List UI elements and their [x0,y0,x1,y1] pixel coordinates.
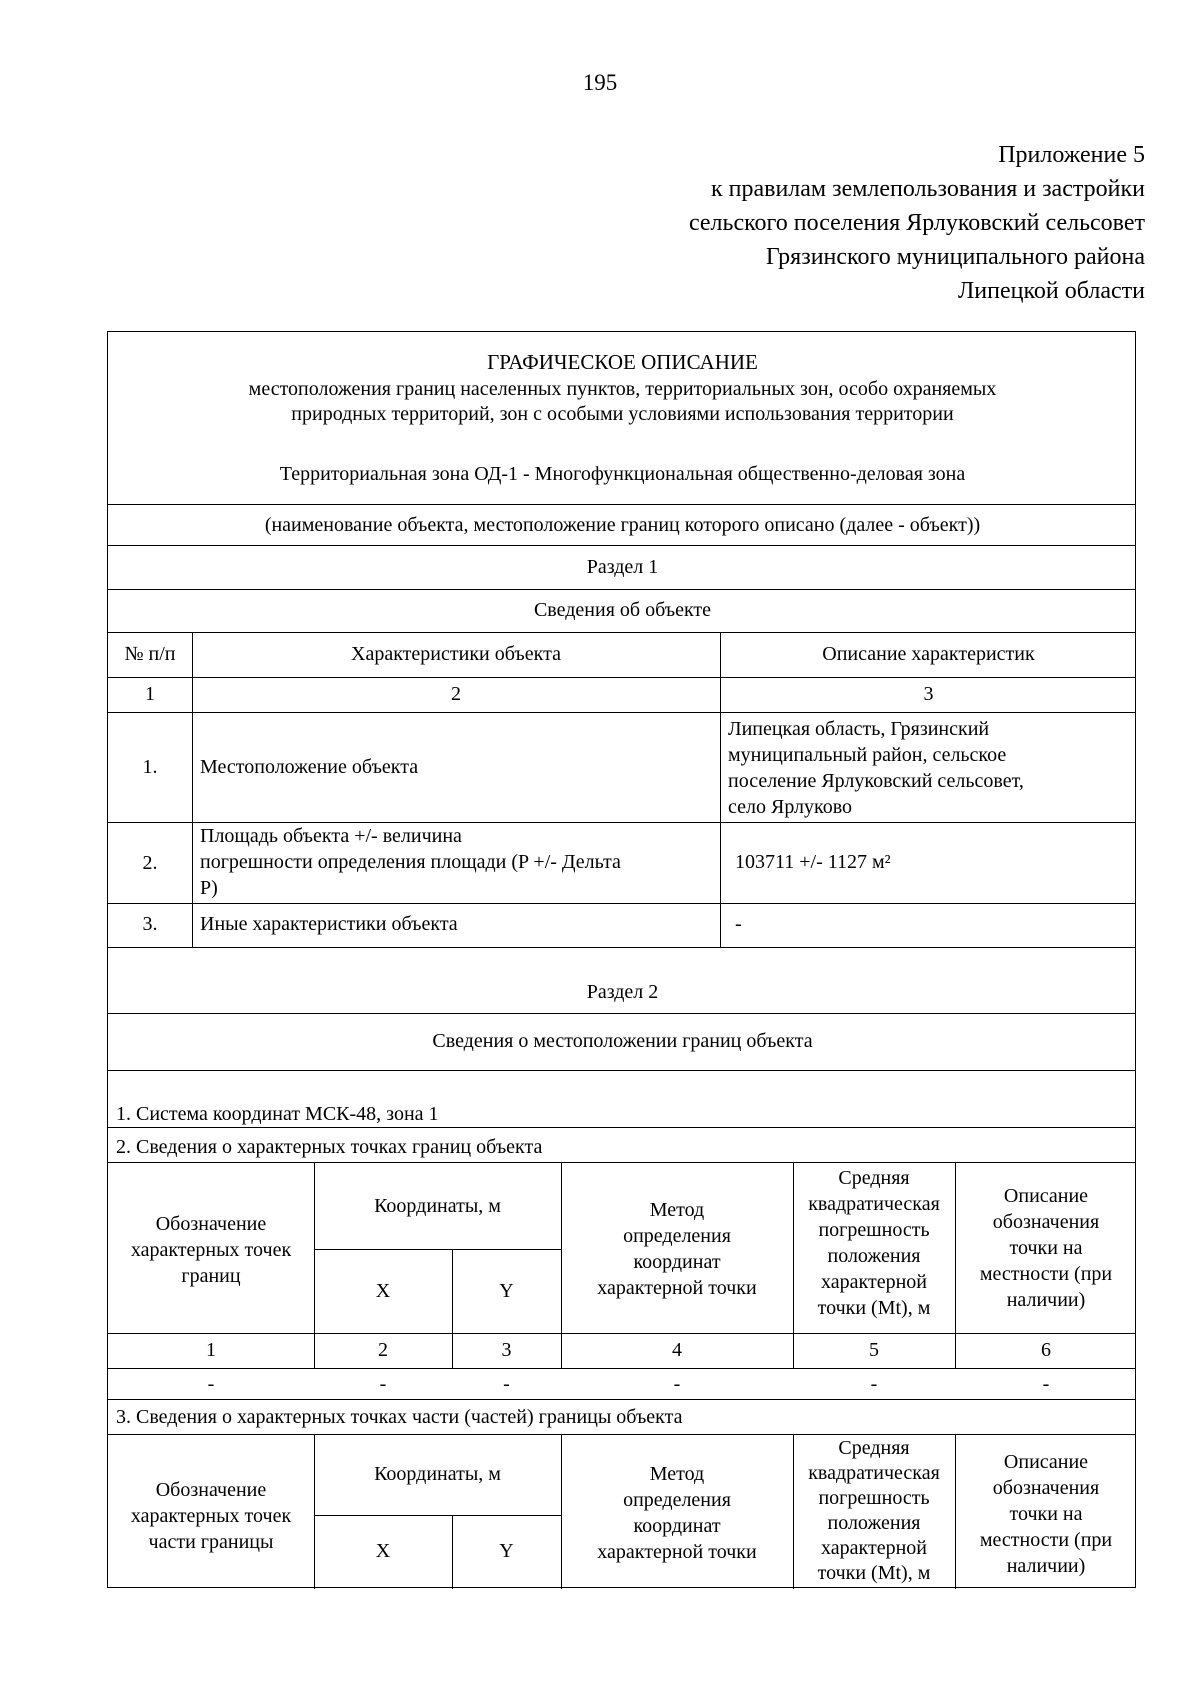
header-designation: Обозначение [155,1479,267,1501]
characteristic-value: Липецкая область, Грязинский [728,718,990,740]
header-designation: характерных точек [130,1239,292,1261]
header-error: Средняя [838,1167,910,1189]
table-rule [314,1434,315,1589]
header-method: характерной точки [597,1541,757,1563]
table-rule [108,545,1135,546]
document-subtitle: местоположения границ населенных пунктов, территориальных зон, особо охраняемых [248,378,997,400]
document-subtitle: природных территорий, зон с особыми условиями использования территории [291,403,954,425]
column-number: 3 [501,1339,512,1361]
table-rule [108,1434,1135,1435]
empty-cell: - [503,1373,510,1395]
header-method: координат [633,1515,721,1537]
header-error: точки (Mt), м [817,1562,931,1584]
section2-title: Раздел 2 [586,981,659,1003]
column-number: 2 [378,1339,388,1361]
document-title: ГРАФИЧЕСКОЕ ОПИСАНИЕ [487,350,758,374]
header-error: квадратическая [808,1462,940,1484]
header-error: Средняя [838,1437,910,1459]
header-method: Метод [649,1199,705,1221]
characteristic-name: Площадь объекта +/- величина [200,825,462,847]
header-description: точки на [1009,1237,1083,1259]
table-rule [314,1249,561,1250]
empty-cell: - [1042,1373,1050,1395]
table-rule [108,903,1135,904]
row-number: 3. [142,913,158,935]
header-method: определения [623,1225,731,1247]
table-rule [108,632,1135,633]
appendix-line: сельского поселения Ярлуковский сельсовет [688,210,1145,236]
header-method: координат [633,1251,721,1273]
header-description: Описание [1003,1451,1089,1473]
table-rule [108,1013,1135,1014]
table-rule [108,822,1135,823]
characteristic-value: село Ярлуково [728,796,853,818]
header-error: погрешность [818,1219,930,1241]
header-description: Описание [1003,1185,1089,1207]
header-designation: Обозначение [155,1213,267,1235]
table-rule [108,712,1135,713]
column-header: Характеристики объекта [351,643,561,665]
header-error: характерной [821,1271,927,1293]
header-method: Метод [649,1463,705,1485]
header-error: положения [827,1512,921,1534]
table-rule [108,1399,1135,1400]
header-designation: характерных точек [130,1505,292,1527]
row-number: 1. [142,756,158,778]
column-number: 4 [672,1339,682,1361]
column-number: 3 [923,683,934,705]
header-method: определения [623,1489,731,1511]
empty-cell: - [207,1373,215,1395]
header-description: местности (при [979,1263,1113,1285]
header-coordinates: Координаты, м [374,1463,501,1485]
header-description: обозначения [992,1211,1100,1233]
table-rule [314,1515,561,1516]
table-rule [108,1333,1135,1334]
header-description: наличии) [1006,1289,1086,1311]
characteristic-value: муниципальный район, сельское [728,744,1007,766]
section1-title: Раздел 1 [586,556,659,578]
column-header: № п/п [124,643,176,665]
appendix-line: к правилам землепользования и застройки [710,176,1145,202]
header-coordinates: Координаты, м [374,1195,501,1217]
characteristic-value: поселение Ярлуковский сельсовет, [728,770,1024,792]
table-rule [108,1162,1135,1163]
header-error: точки (Mt), м [817,1297,931,1319]
coordinate-system: 1. Система координат МСК-48, зона 1 [116,1103,439,1125]
table-rule [108,1070,1135,1071]
object-name: Территориальная зона ОД-1 - Многофункциональная общественно-деловая зона [279,463,966,485]
column-number: 5 [869,1339,879,1361]
header-x: X [375,1280,391,1302]
table-rule [192,632,193,947]
header-description: наличии) [1006,1555,1086,1577]
section1-subtitle: Сведения об объекте [533,599,712,621]
table-rule [108,677,1135,678]
parts-table-title: 3. Сведения о характерных точках части (частей) границы объекта [116,1406,683,1428]
empty-cell: - [379,1373,387,1395]
header-designation: части границы [148,1531,274,1553]
header-description: местности (при [979,1529,1113,1551]
header-error: погрешность [818,1487,930,1509]
header-y: Y [499,1540,514,1562]
header-error: положения [827,1245,921,1267]
empty-cell: - [673,1373,681,1395]
row-number: 2. [142,852,158,874]
column-number: 1 [145,683,155,705]
column-header: Описание характеристик [822,643,1035,665]
section2-subtitle: Сведения о местоположении границ объекта [432,1030,813,1052]
header-method: характерной точки [597,1277,757,1299]
header-x: X [375,1540,391,1562]
object-caption: (наименование объекта, местоположение границ которого описано (далее - объект)) [264,514,981,536]
empty-cell: - [870,1373,878,1395]
table-rule [720,632,721,947]
column-number: 2 [451,683,461,705]
characteristic-value: - [735,913,742,935]
header-y: Y [499,1280,514,1302]
header-description: точки на [1009,1503,1083,1525]
characteristic-name: погрешности определения площади (P +/- Дельта [200,851,621,873]
document-table [107,331,1136,1588]
table-rule [108,589,1135,590]
table-rule [108,504,1135,505]
appendix-line: Приложение 5 [998,142,1145,168]
characteristic-name: Местоположение объекта [200,756,419,778]
characteristic-value: 103711 +/- 1127 м² [735,851,891,873]
appendix-line: Грязинского муниципального района [765,244,1145,270]
table-rule [108,1127,1135,1128]
column-number: 6 [1041,1339,1051,1361]
table-rule [108,1368,1135,1369]
table-rule [108,947,1135,948]
header-error: характерной [821,1537,927,1559]
appendix-header [689,138,1145,308]
page-number: 195 [582,70,618,95]
column-number: 1 [206,1339,216,1361]
header-designation: границ [181,1265,241,1287]
points-table-title: 2. Сведения о характерных точках границ объекта [116,1136,543,1158]
header-error: квадратическая [808,1193,940,1215]
header-description: обозначения [992,1477,1100,1499]
characteristic-name: Иные характеристики объекта [200,913,458,935]
appendix-line: Липецкой области [958,278,1145,304]
characteristic-name: P) [200,877,218,899]
